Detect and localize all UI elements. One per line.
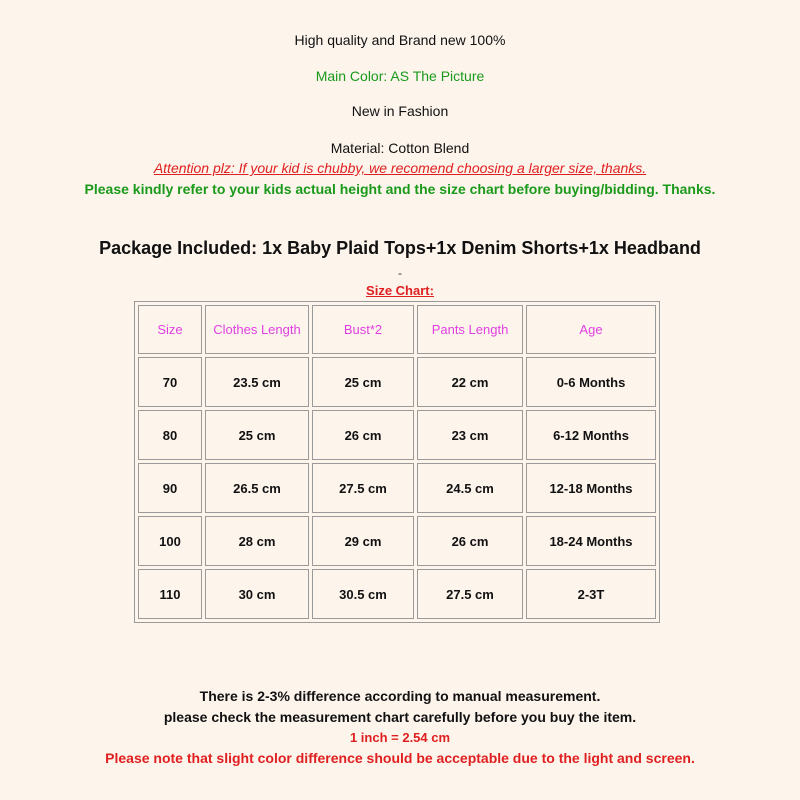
table-row [138, 516, 656, 566]
cell-clothes-length: 23.5 cm [205, 357, 309, 407]
cell-pants-length: 22 cm [417, 357, 523, 407]
header-cell-pants-length: Pants Length [417, 305, 523, 354]
table-row [138, 410, 656, 460]
material-text: Material: Cotton Blend [330, 140, 470, 156]
size-chart-table [134, 301, 660, 623]
check-chart-note: please check the measurement chart carefully before you buy the item. [163, 709, 637, 725]
size-chart-title: Size Chart: [366, 283, 434, 298]
cell-pants-length: 24.5 cm [417, 463, 523, 513]
cell-age: 12-18 Months [526, 463, 656, 513]
separator-dash: - [398, 266, 402, 280]
cell-age: 0-6 Months [526, 357, 656, 407]
main-color-text: Main Color: AS The Picture [315, 68, 485, 84]
cell-clothes-length: 26.5 cm [205, 463, 309, 513]
cell-age: 6-12 Months [526, 410, 656, 460]
header-cell-size: Size [138, 305, 202, 354]
cell-bust: 27.5 cm [312, 463, 414, 513]
cell-size: 110 [138, 569, 202, 619]
quality-text: High quality and Brand new 100% [294, 32, 506, 48]
color-difference-note: Please note that slight color difference should be acceptable due to the light and screen. [105, 750, 695, 766]
header-cell-bust: Bust*2 [312, 305, 414, 354]
cell-age: 18-24 Months [526, 516, 656, 566]
attention-note: Attention plz: If your kid is chubby, we recomend choosing a larger size, thanks. [153, 160, 647, 176]
table-row [138, 357, 656, 407]
cell-bust: 29 cm [312, 516, 414, 566]
cell-size: 70 [138, 357, 202, 407]
measurement-difference-note: There is 2-3% difference according to manual measurement. [199, 688, 601, 704]
cell-size: 100 [138, 516, 202, 566]
table-row [138, 569, 656, 619]
header-cell-clothes-length: Clothes Length [205, 305, 309, 354]
cell-pants-length: 27.5 cm [417, 569, 523, 619]
cell-clothes-length: 30 cm [205, 569, 309, 619]
fashion-text: New in Fashion [351, 103, 449, 119]
cell-pants-length: 26 cm [417, 516, 523, 566]
table-row [138, 463, 656, 513]
cell-size: 90 [138, 463, 202, 513]
refer-note: Please kindly refer to your kids actual height and the size chart before buying/bidding. Thanks. [84, 181, 716, 197]
cell-age: 2-3T [526, 569, 656, 619]
cell-size: 80 [138, 410, 202, 460]
cell-bust: 25 cm [312, 357, 414, 407]
inch-conversion-note: 1 inch = 2.54 cm [349, 730, 451, 745]
cell-bust: 26 cm [312, 410, 414, 460]
table-header-row [138, 305, 656, 354]
cell-clothes-length: 28 cm [205, 516, 309, 566]
cell-clothes-length: 25 cm [205, 410, 309, 460]
header-cell-age: Age [526, 305, 656, 354]
cell-pants-length: 23 cm [417, 410, 523, 460]
package-included: Package Included: 1x Baby Plaid Tops+1x Denim Shorts+1x Headband [99, 238, 701, 258]
cell-bust: 30.5 cm [312, 569, 414, 619]
